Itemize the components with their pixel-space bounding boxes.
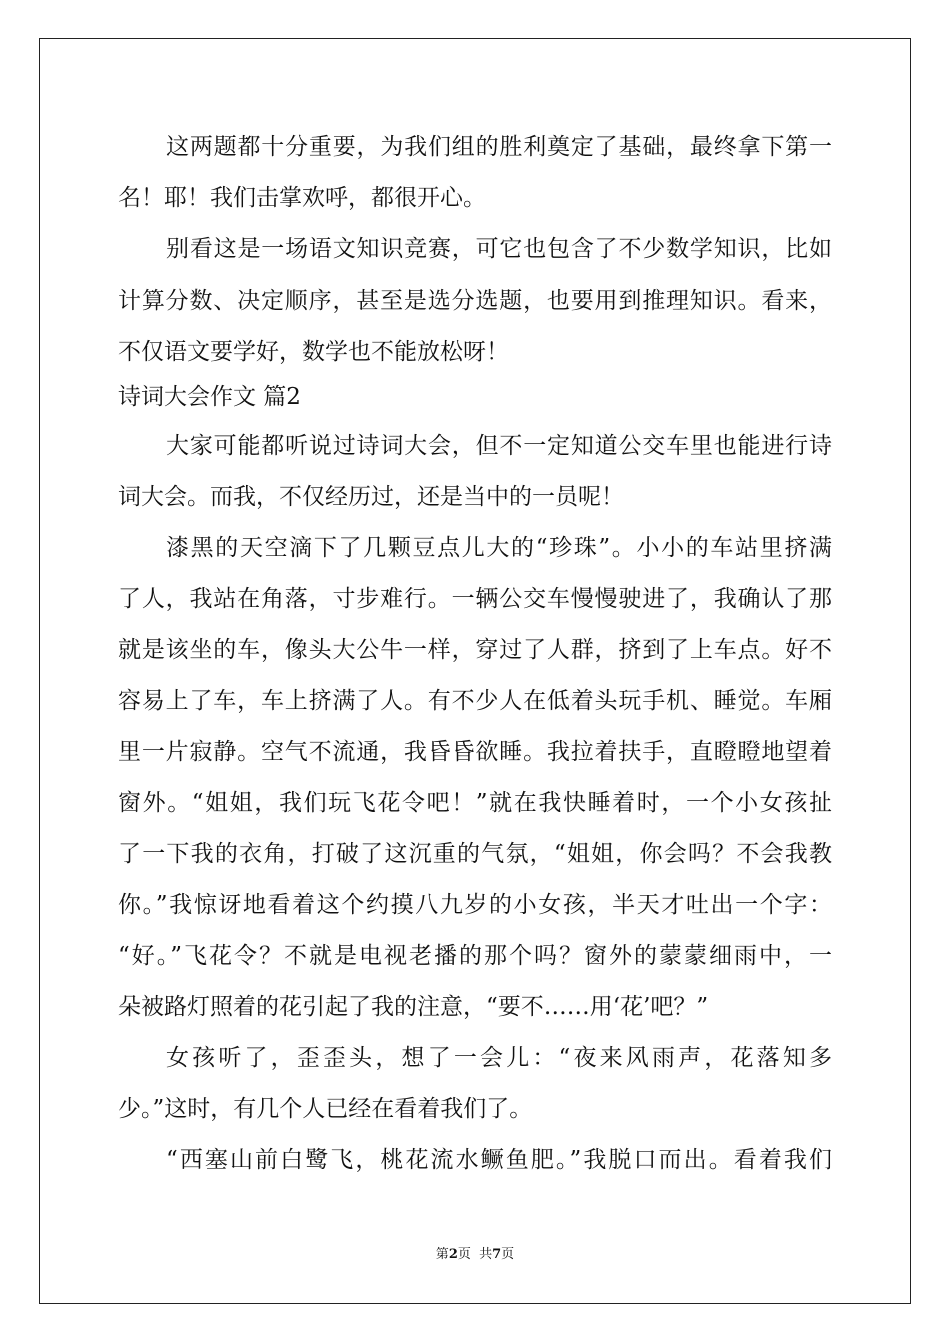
total-page-number: 7 bbox=[492, 1247, 502, 1262]
current-page-number: 2 bbox=[448, 1247, 458, 1262]
paragraph-line: 不仅语文要学好，数学也不能放松呀！ bbox=[118, 339, 509, 365]
footer-mid: 页 共 bbox=[457, 1247, 493, 1262]
paragraph-line: 就是该坐的车，像头大公牛一样，穿过了人群，挤到了上车点。好不 bbox=[118, 637, 832, 663]
paragraph-line: 计算分数、决定顺序，甚至是选分选题，也要用到推理知识。看来， bbox=[118, 288, 832, 314]
paragraph-line: 了人，我站在角落，寸步难行。一辆公交车慢慢驶进了，我确认了那 bbox=[118, 586, 832, 612]
paragraph-line: 了一下我的衣角，打破了这沉重的气氛，“姐姐，你会吗？不会我教 bbox=[118, 841, 832, 867]
paragraph-line: 名！耶！我们击掌欢呼，都很开心。 bbox=[118, 185, 486, 211]
paragraph-line: 少。”这时，有几个人已经在看着我们了。 bbox=[118, 1096, 533, 1122]
footer-suffix: 页 bbox=[501, 1247, 515, 1262]
page-footer bbox=[0, 1248, 950, 1261]
paragraph-line: 朵被路灯照着的花引起了我的注意，“要不……用‘花’吧？” bbox=[118, 994, 709, 1020]
paragraph-line: 里一片寂静。空气不流通，我昏昏欲睡。我拉着扶手，直瞪瞪地望着 bbox=[118, 739, 832, 765]
footer-prefix: 第 bbox=[435, 1247, 449, 1262]
paragraph-line: 容易上了车，车上挤满了人。有不少人在低着头玩手机、睡觉。车厢 bbox=[118, 688, 832, 714]
paragraph-line: “西塞山前白鹭飞，桃花流水鳜鱼肥。”我脱口而出。看着我们 bbox=[166, 1147, 832, 1173]
paragraph-line: 女孩听了，歪歪头，想了一会儿：“夜来风雨声，花落知多 bbox=[166, 1045, 832, 1071]
paragraph-line: 词大会。而我，不仅经历过，还是当中的一员呢！ bbox=[118, 484, 624, 510]
paragraph-line: 这两题都十分重要，为我们组的胜利奠定了基础，最终拿下第一 bbox=[166, 134, 832, 160]
paragraph-line: 别看这是一场语文知识竞赛，可它也包含了不少数学知识，比如 bbox=[166, 236, 832, 262]
section-heading: 诗词大会作文 篇2 bbox=[118, 384, 301, 410]
paragraph-line: 你。”我惊讶地看着这个约摸八九岁的小女孩，半天才吐出一个字： bbox=[118, 892, 832, 918]
paragraph-line: “好。”飞花令？不就是电视老播的那个吗？窗外的蒙蒙细雨中，一 bbox=[118, 943, 832, 969]
paragraph-line: 漆黑的天空滴下了几颗豆点儿大的“珍珠”。小小的车站里挤满 bbox=[166, 535, 832, 561]
paragraph-line: 窗外。“姐姐，我们玩飞花令吧！”就在我快睡着时，一个小女孩扯 bbox=[118, 790, 832, 816]
paragraph-line: 大家可能都听说过诗词大会，但不一定知道公交车里也能进行诗 bbox=[166, 433, 832, 459]
